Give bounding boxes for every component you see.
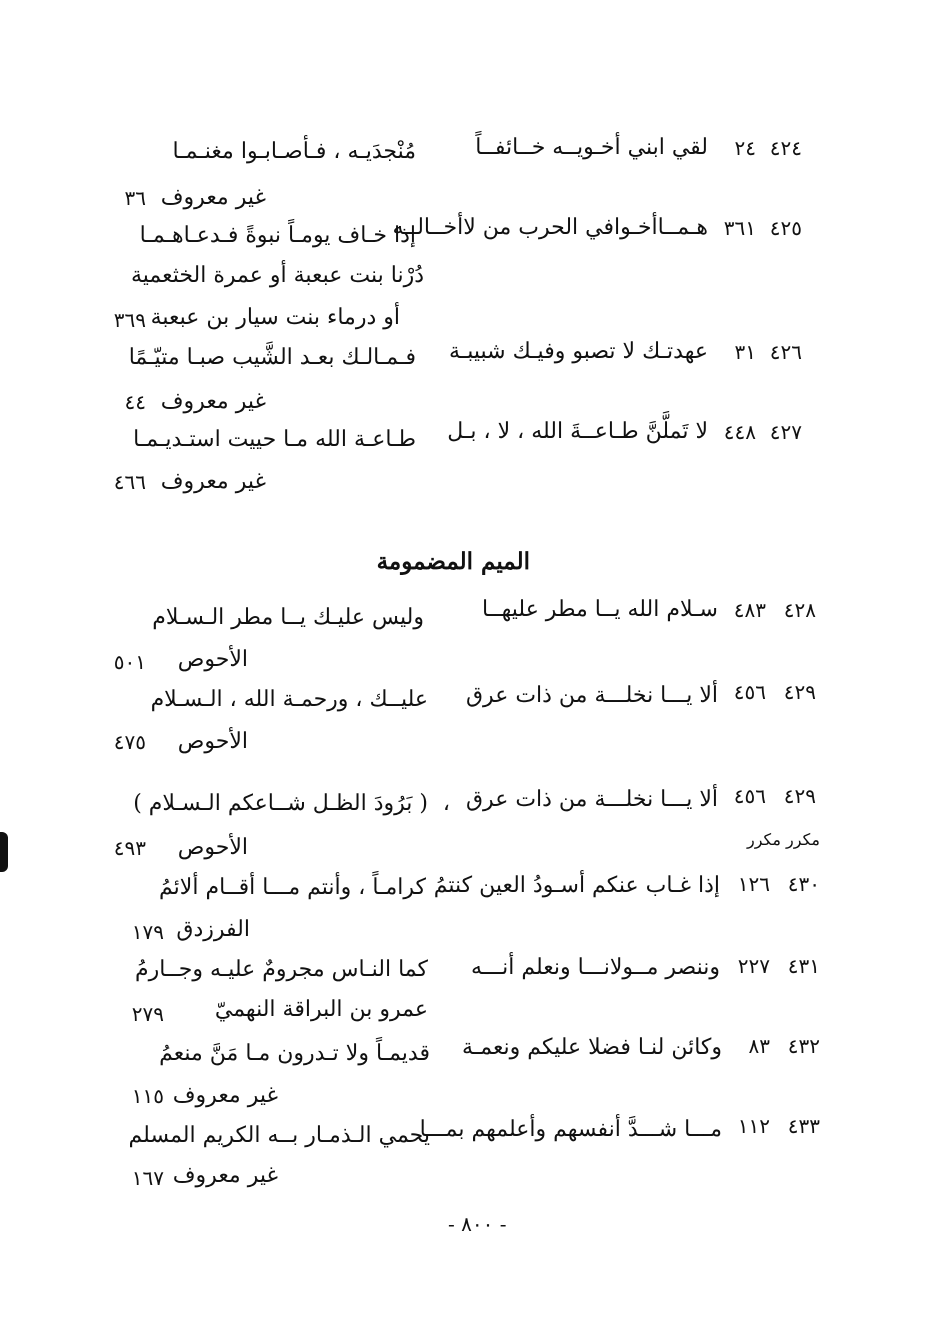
verse-first-half: لا تَملَّنَّ طـاعــةَ الله ، لا ، بـل xyxy=(447,419,708,444)
verse-second-half: قديمـاً ولا تـدرون مـا مَنَّ منعمُ xyxy=(159,1041,430,1066)
source-page: ١١٢ xyxy=(737,1114,770,1138)
poet-name: غير معروف xyxy=(160,185,266,210)
verse-first-half: إذا غـاب عنكم أسـودُ العين كنتمُ xyxy=(433,873,720,898)
reference-page: ٥٠١ xyxy=(113,650,146,674)
variant-note: أو درماء بنت سيار بن عبعبة xyxy=(150,305,400,330)
poet-name: الأحوص xyxy=(177,835,248,860)
source-page: ١٢٦ xyxy=(737,872,770,896)
verse-second-half: كما النـاس مجرومٌ عليـه وجــارمُ xyxy=(134,957,428,982)
poet-name: الأحوص xyxy=(177,647,248,672)
source-page: ٣٦١ xyxy=(723,216,756,240)
poet-name: الأحوص xyxy=(177,729,248,754)
verse-first-half: عهدتـك لا تصبو وفيـك شبيبـة xyxy=(448,339,708,364)
entry-number: ٤٢٥ xyxy=(769,216,802,240)
source-page: ٤٤٨ xyxy=(723,420,756,444)
poet-name: غير معروف xyxy=(160,469,266,494)
reference-page: ٣٦٩ xyxy=(113,308,146,332)
reference-page: ٣٦ xyxy=(124,186,146,210)
entry-number: ٤٣٠ xyxy=(787,872,820,896)
source-page: ٢٤ xyxy=(734,136,756,160)
verse-mark: ، xyxy=(442,791,450,816)
section-heading: الميم المضمومة xyxy=(376,548,530,575)
variant-note: دُرْنا بنت عبعبة أو عمرة الخثعمية xyxy=(130,263,424,288)
verse-second-half: يحمي الـذمـار بــه الكريم المسلم xyxy=(128,1123,430,1148)
entry-number: ٤٣١ xyxy=(787,954,820,978)
verse-second-half: طـاعـة الله مـا حييت استـديـمـا xyxy=(133,427,416,452)
entry-number: ٤٣٣ xyxy=(787,1114,820,1138)
verse-first-half: مـــا شـــدَّ أنفسهم وأعلمهم بمـــا xyxy=(419,1117,722,1142)
verse-first-half: هـمــاأخـوافي الحرب من لاأخــالــه xyxy=(392,215,708,240)
scan-edge-mark xyxy=(0,832,8,872)
verse-second-half: عليــك ، ورحمـة الله ، الـسـلام xyxy=(150,687,428,712)
verse-first-half: سـلام الله يــا مطر عليهــا xyxy=(482,597,718,622)
entry-number: ٤٢٩ xyxy=(783,784,816,808)
reference-page: ١١٥ xyxy=(131,1084,164,1108)
reference-page: ٤٦٦ xyxy=(113,470,146,494)
poet-name: الفرزدق xyxy=(176,917,250,942)
entry-number: ٤٢٧ xyxy=(769,420,802,444)
verse-first-half: وكائن لنـا فضلا عليكم ونعمـة xyxy=(461,1035,722,1060)
entry-number: ٤٣٢ xyxy=(787,1034,820,1058)
verse-second-half: كرامـاً ، وأنتم مـــا أقــام ألائمُ xyxy=(159,875,426,900)
entry-number: ٤٢٨ xyxy=(783,598,816,622)
verse-first-half: لقي ابني أخـويــه خــائفــاً xyxy=(475,135,708,160)
verse-first-half: ألا يـــا نخلـــة من ذات عرق xyxy=(465,683,718,708)
reference-page: ١٦٧ xyxy=(131,1166,164,1190)
source-page: ٨٣ xyxy=(748,1034,770,1058)
poet-name: غير معروف xyxy=(172,1163,278,1188)
source-page: ٤٥٦ xyxy=(733,680,766,704)
reference-page: ٤٤ xyxy=(124,390,146,414)
poet-name: غير معروف xyxy=(160,389,266,414)
reference-page: ٤٧٥ xyxy=(113,730,146,754)
verse-second-half: ( بَرُودَ الظـل شــاعكم الـسـلام ) xyxy=(133,791,428,816)
entry-number: ٤٢٩ xyxy=(783,680,816,704)
verse-first-half: وننصر مــولانـــا ونعلم أنـــه xyxy=(471,955,720,980)
entry-number: ٤٢٦ xyxy=(769,340,802,364)
reference-page: ٤٩٣ xyxy=(113,836,146,860)
reference-page: ١٧٩ xyxy=(131,920,164,944)
verse-second-half: فـمـالـك بعـد الشَّيب صبـا متيّـمًا xyxy=(128,345,416,370)
reference-page: ٢٧٩ xyxy=(131,1002,164,1026)
source-page: ٣١ xyxy=(734,340,756,364)
source-page: ٢٢٧ xyxy=(737,954,770,978)
verse-second-half: مُنْجدَيـه ، فـأصـابـوا مغنـمـا xyxy=(172,139,416,164)
verse-second-half: إذا خـاف يومـاً نبوةً فـدعـاهـمـا xyxy=(139,223,416,248)
poet-name: غير معروف xyxy=(172,1083,278,1108)
source-page: ٤٥٦ xyxy=(733,784,766,808)
source-page: ٤٨٣ xyxy=(733,598,766,622)
entry-number: ٤٢٤ xyxy=(769,136,802,160)
page-number: - ٨٠٠ - xyxy=(448,1212,507,1236)
repeat-note: مكرر مكرر xyxy=(746,830,820,849)
poet-name: عمرو بن البراقة النهميّ xyxy=(214,997,428,1022)
verse-first-half: ألا يـــا نخلـــة من ذات عرق xyxy=(465,787,718,812)
verse-second-half: وليس عليـك يــا مطر الـسـلام xyxy=(152,605,424,630)
